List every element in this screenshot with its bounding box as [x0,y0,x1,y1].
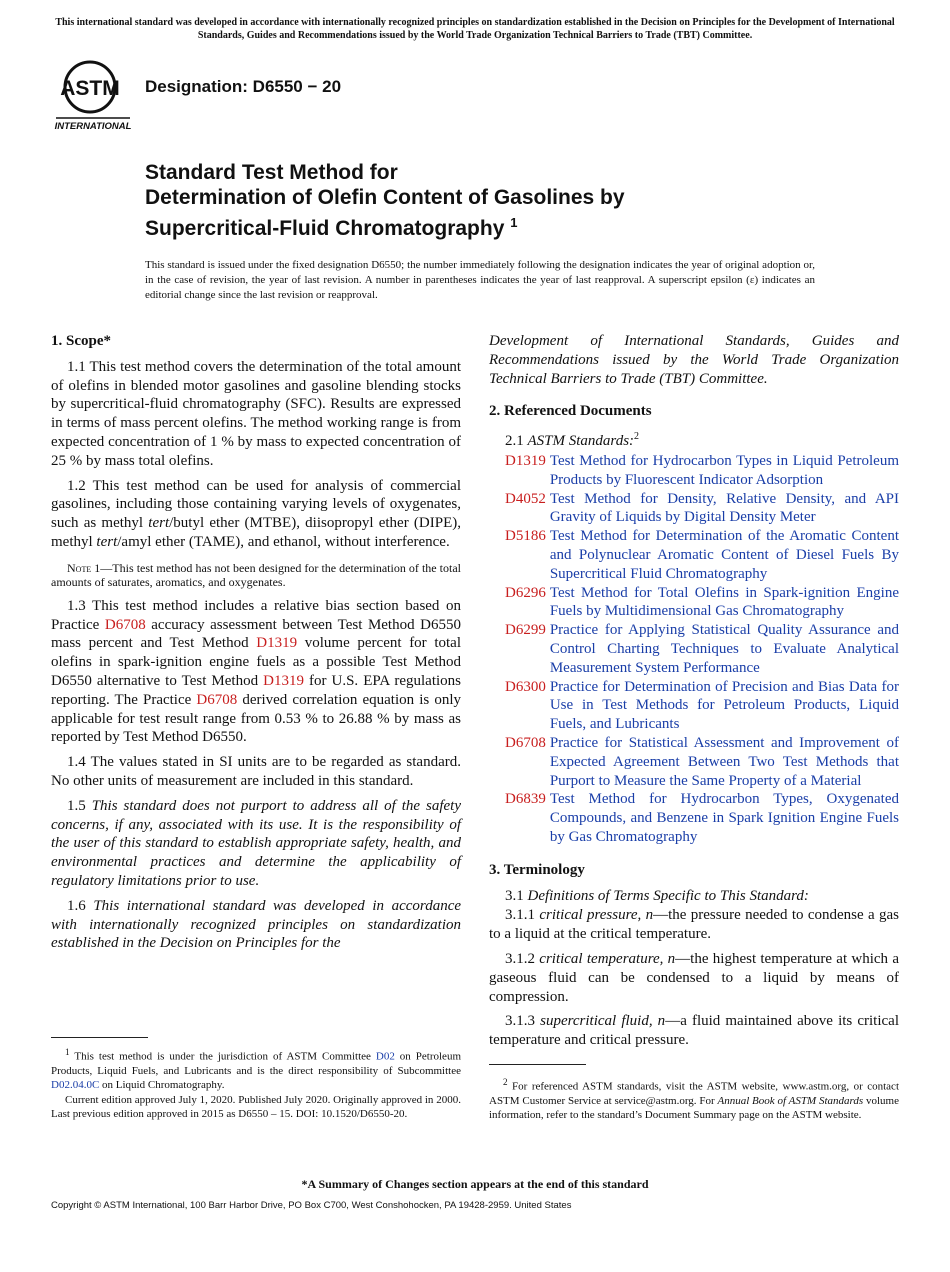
referenced-item-code-link[interactable]: D6839 [505,791,546,808]
paragraph-1-5: 1.5 This standard does not purport to address all of the safety concerns, if any, associated with its use. It is the responsibility of the user of this standard to establish appropriate safety, health, and environmental practices and determine the applicability of regulatory limitations prior to use. [51,797,462,889]
footnote-rule-right [489,1064,586,1065]
paragraph-1-6-continued: Development of International Standards, Guides and Recommendations issued by the World Trade Organization Technical Barriers to Trade (TBT) Committee. [489,333,899,387]
section-referenced-heading: 2. Referenced Documents [489,403,652,420]
referenced-item-title-link[interactable]: Practice for Applying Statistical Quality Assurance and Control Charting Techniques to Evaluate Analytical Measurement System Performance [549,622,899,676]
issue-note: This standard is issued under the fixed designation D6550; the number immediately following the designation indicates the year of original adoption or, in the case of revision, the year of last revision. A number in parentheses indicates the year of last reapproval. A superscript epsilon (ε) indicates an editorial change since the last revision or reapproval. [145,259,815,301]
summary-of-changes-note: *A Summary of Changes section appears at the end of this standard [301,1177,649,1191]
referenced-item-title-link[interactable]: Test Method for Hydrocarbon Types, Oxygenated Compounds, and Benzene in Spark Ignition Engine Fuels by Gas Chromatography [549,791,899,845]
link-d6708[interactable]: D6708 [196,691,238,708]
right-column [489,332,899,1056]
title-footnote-mark: 1 [510,215,518,230]
title-line-3 [145,210,625,241]
paragraph-3-1-3: 3.1.3 supercritical fluid, n—a fluid maintained above its critical temperature and critical pressure. [489,1013,899,1049]
referenced-item-title-link[interactable]: Test Method for Total Olefins in Spark-ignition Engine Fuels by Multidimensional Gas Chromatography [549,584,899,620]
link-d02-04-0c[interactable]: D02.04.0C [51,1078,100,1091]
referenced-item-title-link[interactable]: Practice for Statistical Assessment and Improvement of Expected Agreement Between Two Test Methods that Purport to Measure the Same Property of a Material [549,734,899,789]
link-d1319[interactable]: D1319 [256,635,298,652]
copyright: Copyright © ASTM International, 100 Barr Harbor Drive, PO Box C700, West Conshohocken, PA 19428-2959. United States [51,1200,572,1211]
paragraph-3-1-2: 3.1.2 critical temperature, n—the highest temperature at which a gaseous fluid can be condensed to a liquid by means of compression. [489,950,899,1005]
paragraph-3-1: 3.1 Definitions of Terms Specific to This Standard: [505,887,809,904]
link-d6708[interactable]: D6708 [104,616,146,633]
section-scope-heading: 1. Scope* [51,333,111,349]
footnote-1: $^1$ This test method is under the jurisdiction of ASTM Committee D02 on Petroleum Products, Liquid Fuels, and Lubricants and is the direct responsibility of Subcommittee D02.04.0C on Liquid Chromatography. Current edition approved July 1, 2020. Published July 2020. Originally approved in 2000. Last previous edition approved in 2015 as D6550 – 15. DOI: 10.1520/D6550-20. [51,1047,461,1120]
paragraph-3-1-1: 3.1.1 critical pressure, n—the pressure needed to condense a gas to a liquid at the critical temperature. [489,907,899,943]
title-line-2: Determination of Olefin Content of Gasolines by [145,186,625,209]
referenced-item-code-link[interactable]: D4052 [505,490,546,507]
title-line-3-text: Supercritical-Fluid Chromatography [145,217,505,240]
paragraph-2-1: 2.1 ASTM Standards:$^2$ [505,431,640,450]
referenced-item-title-link[interactable]: Practice for Determination of Precision and Bias Data for Use in Test Methods for Petroleum Products, Liquid Fuels, and Lubricants [549,678,899,733]
referenced-item-code-link[interactable]: D6299 [505,622,546,639]
footnote-1-edition: Current edition approved July 1, 2020. Published July 2020. Originally approved in 2000. Last previous edition approved in 2015 as D6550 – 15. DOI: 10.1520/D6550-20. [51,1093,461,1120]
logo-text: ASTM [60,77,120,100]
title-line-1: Standard Test Method for [145,161,398,184]
referenced-item [505,790,899,846]
astm-logo [52,58,134,134]
paragraph-1-1: 1.1 This test method covers the determination of the total amount of olefins in blended motor gasolines and gasoline blending stocks by supercritical-fluid chromatography (SFC). Results are expressed in terms of mass percent olefins. The method working range is from expected concentration of 1 % by mass to expected concentration of 25 % by mass total olefins. [51,358,461,469]
paragraph-1-3: 1.3 This test method includes a relative bias section based on Practice D6708 accuracy assessment between Test Method D6550 mass percent and Test Method D1319 volume percent for total olefins in spark-ignition engine fuels as a possible Test Method D6550 alternative to Test Method D1319 for U.S. EPA regulations reporting. The Practice D6708 derived correlation equation is only applicable for test result range from 0.53 % to 26.88 % by mass as reported by Test Method D6550. [51,597,462,746]
link-d02[interactable]: D02 [375,1050,395,1063]
footnote-rule-left [51,1037,148,1038]
referenced-item [505,734,899,790]
referenced-item [505,490,899,528]
referenced-item [505,452,899,490]
referenced-item-code-link[interactable]: D1319 [505,452,546,469]
paragraph-1-4: 1.4 The values stated in SI units are to be regarded as standard. No other units of measurement are included in this standard. [51,754,461,789]
referenced-item [505,584,899,622]
referenced-list [489,452,899,847]
referenced-item-title-link[interactable]: Test Method for Density, Relative Density, and API Gravity of Liquids by Digital Density Meter [549,490,899,526]
document-title [145,160,625,241]
referenced-item [505,527,899,583]
referenced-item-code-link[interactable]: D6300 [505,678,546,695]
referenced-item-title-link[interactable]: Test Method for Hydrocarbon Types in Liquid Petroleum Products by Fluorescent Indicator Adsorption [549,452,899,488]
section-terminology-heading: 3. Terminology [489,861,585,878]
note-1: Note 1—This test method has not been designed for the determination of the total amounts of saturates, aromatics, and oxygenates. [51,560,462,589]
referenced-item [505,678,899,734]
paragraph-1-6: 1.6 This international standard was developed in accordance with internationally recognized principles on standardization established in the Decision on Principles for the [51,897,462,952]
paragraph-1-2: 1.2 This test method can be used for analysis of commercial gasolines, including those containing varying levels of oxygenates, such as methyl tert/butyl ether (MTBE), diisopropyl ether (DIPE), methyl tert/amyl ether (TAME), and ethanol, without interference. [51,477,461,550]
left-column [51,332,461,959]
referenced-item-title-link[interactable]: Test Method for Determination of the Aromatic Content and Polynuclear Aromatic Content of Diesel Fuels By Supercritical Fluid Chromatography [549,528,899,582]
referenced-item-code-link[interactable]: D6296 [505,584,546,601]
referenced-item-code-link[interactable]: D5186 [505,528,546,545]
logo-subtext: INTERNATIONAL [54,121,132,132]
referenced-item-code-link[interactable]: D6708 [505,734,546,751]
link-d1319[interactable]: D1319 [263,672,304,689]
tbt-notice: This international standard was developed in accordance with internationally recognized principles on standardization established in the Decision on Principles for the Development of International Standards, Guides and Recommendations issued by the World Trade Organization Technical Barriers to Trade (TBT) Committee. [55,17,895,41]
referenced-item [505,621,899,677]
designation: Designation: D6550 − 20 [145,77,342,96]
footnote-2: $^2$ For referenced ASTM standards, visit the ASTM website, www.astm.org, or contact ASTM Customer Service at service@astm.org. For Annual Book of ASTM Standards volume information, refer to the standard’s Document Summary page on the ASTM website. [489,1077,899,1121]
